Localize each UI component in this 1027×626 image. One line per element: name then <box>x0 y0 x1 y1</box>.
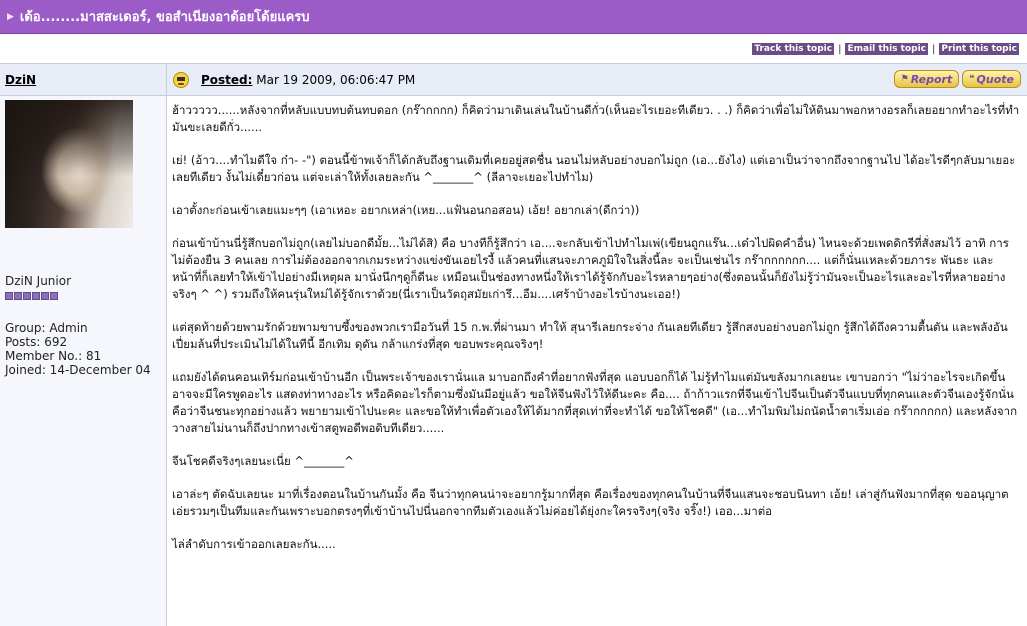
post-date <box>201 73 415 87</box>
post-paragraph: แต่สุดท้ายด้วยพามรักด้วยพามขาบซึ้งของพวกเรามีอวันที่ 15 ก.พ.ที่ผ่านมา ทำให้ สุนารีเลยกระจ่าง กันเลยทีเดียว รู้สึกสงบอย่างบอกไม่ถูก รู้สึกได้ถึงความตื้นตัน และพลังอันเปี่ยมล้นที่ประเมินไม่ได้ในทีนี้ อีกเทิม ดุดัน กล้าแกร่งที่สุด ขอบพระคุณจริงๆ! <box>172 320 1008 351</box>
posted-label[interactable]: Posted: <box>201 73 253 87</box>
post-action-buttons <box>894 70 1021 88</box>
grin-icon <box>173 72 189 88</box>
print-topic-link[interactable]: Print this topic <box>941 44 1017 54</box>
avatar <box>5 100 133 228</box>
post-paragraph: ฮ้าววววว......หลังจากที่หลับแบบทบต้นทบดอก (กร๊ากกกก) ก็คิดว่ามาเดินเล่นในบ้านดีกั่ว(เห็นอะไรเยอะทีเดียว. . .) ก็คิดว่าเพื่อไม่ให้ดินมาพอกหางอรลก็เลยอยากทำอะไรที่ทำมันขะเลยดีกั่ว...... <box>172 103 1020 134</box>
posted-date-value: Mar 19 2009, 06:06:47 PM <box>256 73 416 87</box>
post-paragraph: ไล่ลำดับการเข้าออกเลยละกัน..... <box>172 537 336 551</box>
email-topic-link[interactable]: Email this topic <box>847 44 927 54</box>
column-divider <box>166 64 167 626</box>
triangle-bullet-icon: ▶ <box>7 11 14 22</box>
track-topic-link[interactable]: Track this topic <box>754 44 833 54</box>
topic-title: เด้อ........มาสสะเดอร์, ขอสำเนียงอาด้อยโด้ยแครบ <box>19 10 310 25</box>
member-joined: Joined: 14-December 04 <box>5 363 151 377</box>
rank-pips <box>5 292 58 300</box>
report-button[interactable]: ⚑ Report <box>894 70 960 88</box>
post-paragraph: แถมยังได้ดนคอนเทิร์มก่อนเข้าบ้านอีก เป็นพระเจ้าของเรานั่นแล มาบอกถึงคำที่อยากฟังที่สุด แอบบอกก็ได้ ไม่รู้ทำไมแต่มันขลังมากเลยนะ เขาบอกว่า "ไม่ว่าอะไรจะเกิดขึ้น อาจจะมีใครพูดอะไร แสดงท่าทางอะไร หรือคิดอะไรก็ตามซึ่งมันมีอยู่แล้ว ขอให้จีนฟังไว้ให้ดีนะคะ คือ.... ถ้าก้าวแรกที่จีนเข้าไปจีนเป็นตัวจีนแบบที่ทุกคนและตัวจีนเองรู้จักนั่นคือว่าจีนชนะทุกอย่างแล้ว พยายามเข้าไปนะคะ และขอให้ทำเพื่อตัวเองให้ได้มากที่สุดเท่าที่จะทำได้ ขอให้โชคดี" (เอ...ทำไมพิมไม่ถนัดน้ำตาเริ่มเอ่อ กร๊ากกกกก) และหลังจากวางสายไม่นานก็ถึงปากทางเข้าสตูพอดีพอดิบทีเดียว...... <box>172 370 1018 435</box>
member-number: Member No.: 81 <box>5 349 102 363</box>
member-rank: DziN Junior <box>5 274 72 288</box>
quote-button[interactable]: ❝ Quote <box>962 70 1021 88</box>
post-header <box>0 64 1027 96</box>
forum-post <box>0 63 1027 626</box>
member-stats <box>5 321 151 377</box>
member-posts: Posts: 692 <box>5 335 68 349</box>
author-name-link[interactable]: DziN <box>5 73 37 87</box>
report-icon: ⚑ <box>900 74 909 84</box>
topic-title-bar <box>0 0 1027 34</box>
author-sidebar <box>0 96 166 626</box>
member-group: Group: Admin <box>5 321 88 335</box>
quote-icon: ❝ <box>969 74 975 84</box>
post-paragraph: จีนโชคดีจริงๆเลยนะเนี่ย ^_______^ <box>172 454 354 468</box>
post-paragraph: เอาตั้งกะก่อนเข้าเลยแมะๆๆ (เอาเหอะ อยากเหล่า(เหย...แฟ้นอนกอสอน) เอ้ย! อยากเล่า(ดีกว่า)) <box>172 203 640 217</box>
post-paragraph: เย่! (อ้าว....ทำไมดีใจ ก๋า- -") ตอนนี้ข้าพเจ้าก็ได้กลับถึงฐานเดิมที่เคยอยู่สดชื่น นอนไม่หลับอย่างบอกไม่ถูก (เอ...ยังไง) แต่เอาเป็นว่าจากถึงจากฐานไป ได้อะไรดีๆกลับมาเยอะเลยทีเดียว งั้นไม่เดี๋ยวก่อน แต่จะเล่าให้ทั้งเลยละกัน ^_______^ (ลีลาจะเยอะไปทำไม) <box>172 153 1016 184</box>
topic-links: Track this topic | Email this topic | Print this topic <box>754 43 1017 55</box>
post-paragraph: เอาล่ะๆ ตัดฉับเลยนะ มาที่เรื่องตอนในบ้านกันมั้ง คือ จีนว่าทุกคนน่าจะอยากรู้มากที่สุด คือเรื่องของทุกคนในบ้านที่จีนแสนจะชอบนินทา เอ้ย! เล่าสู่กันฟังมากที่สุด ขออนุญาตเอ่ยรวมๆเป็นทีมและกันเพราะบอกตรงๆที่เข้าบ้านไปนี่นอกจากทีมตัวเองแล้วไม่ค่อยได้ยุ่งกะใครจริงๆ(จริง จริ๊ง!) เออ...มาต่อ <box>172 487 1009 518</box>
post-paragraph: ก่อนเข้าบ้านนี่รู้สึกบอกไม่ถูก(เลยไม่บอกดีมั้ย...ไม่ได้สิ) คือ บางทีก็รู้สึกว่า เอ....จะกลับเข้าไปทำไมเพ่(เขียนถูกแร๊น...เด๋วไปผิดคำอื่น) ไหนจะด้วยเพดดิกรีที่สั่งสมไว้ อาทิ การไม่ต้องยืน 3 คนเลย การไม่ต้องออกจากเกมระหว่างแข่งขันเอยไรงี้ แล้วคนที่แสนจะภาคภูมิใจในสิ่งนี้ละ จะเป็นเช่นไร กร๊ากกกกกก.... แต่ก็นั่นแหละด้วยภาระ พันธะ และหน้าที่ก็เลยทำให้เข้าไปอย่างมีเหตุผล มานั่งนึกๆดูก็ดีนะ เหมือนเป็นช่องทางหนึ่งให้เราได้รู้จักกับอะไรหลายๆอย่าง(ซึ่งตอนนั้นก็ยังไม่รู้ว่ามันจะเป็นอะไรและอะไรที่หลายอย่างจริงๆ ^ ^) รวมถึงให้คนรุ่นใหม่ได้รู้จักเราด้วย(นี่เราเป็นวัตถุสมัยเก่ารึ...อืม....เศร้าบ้างอะไรบ้างนะเออ!) <box>172 236 1009 301</box>
post-body <box>172 102 1020 569</box>
